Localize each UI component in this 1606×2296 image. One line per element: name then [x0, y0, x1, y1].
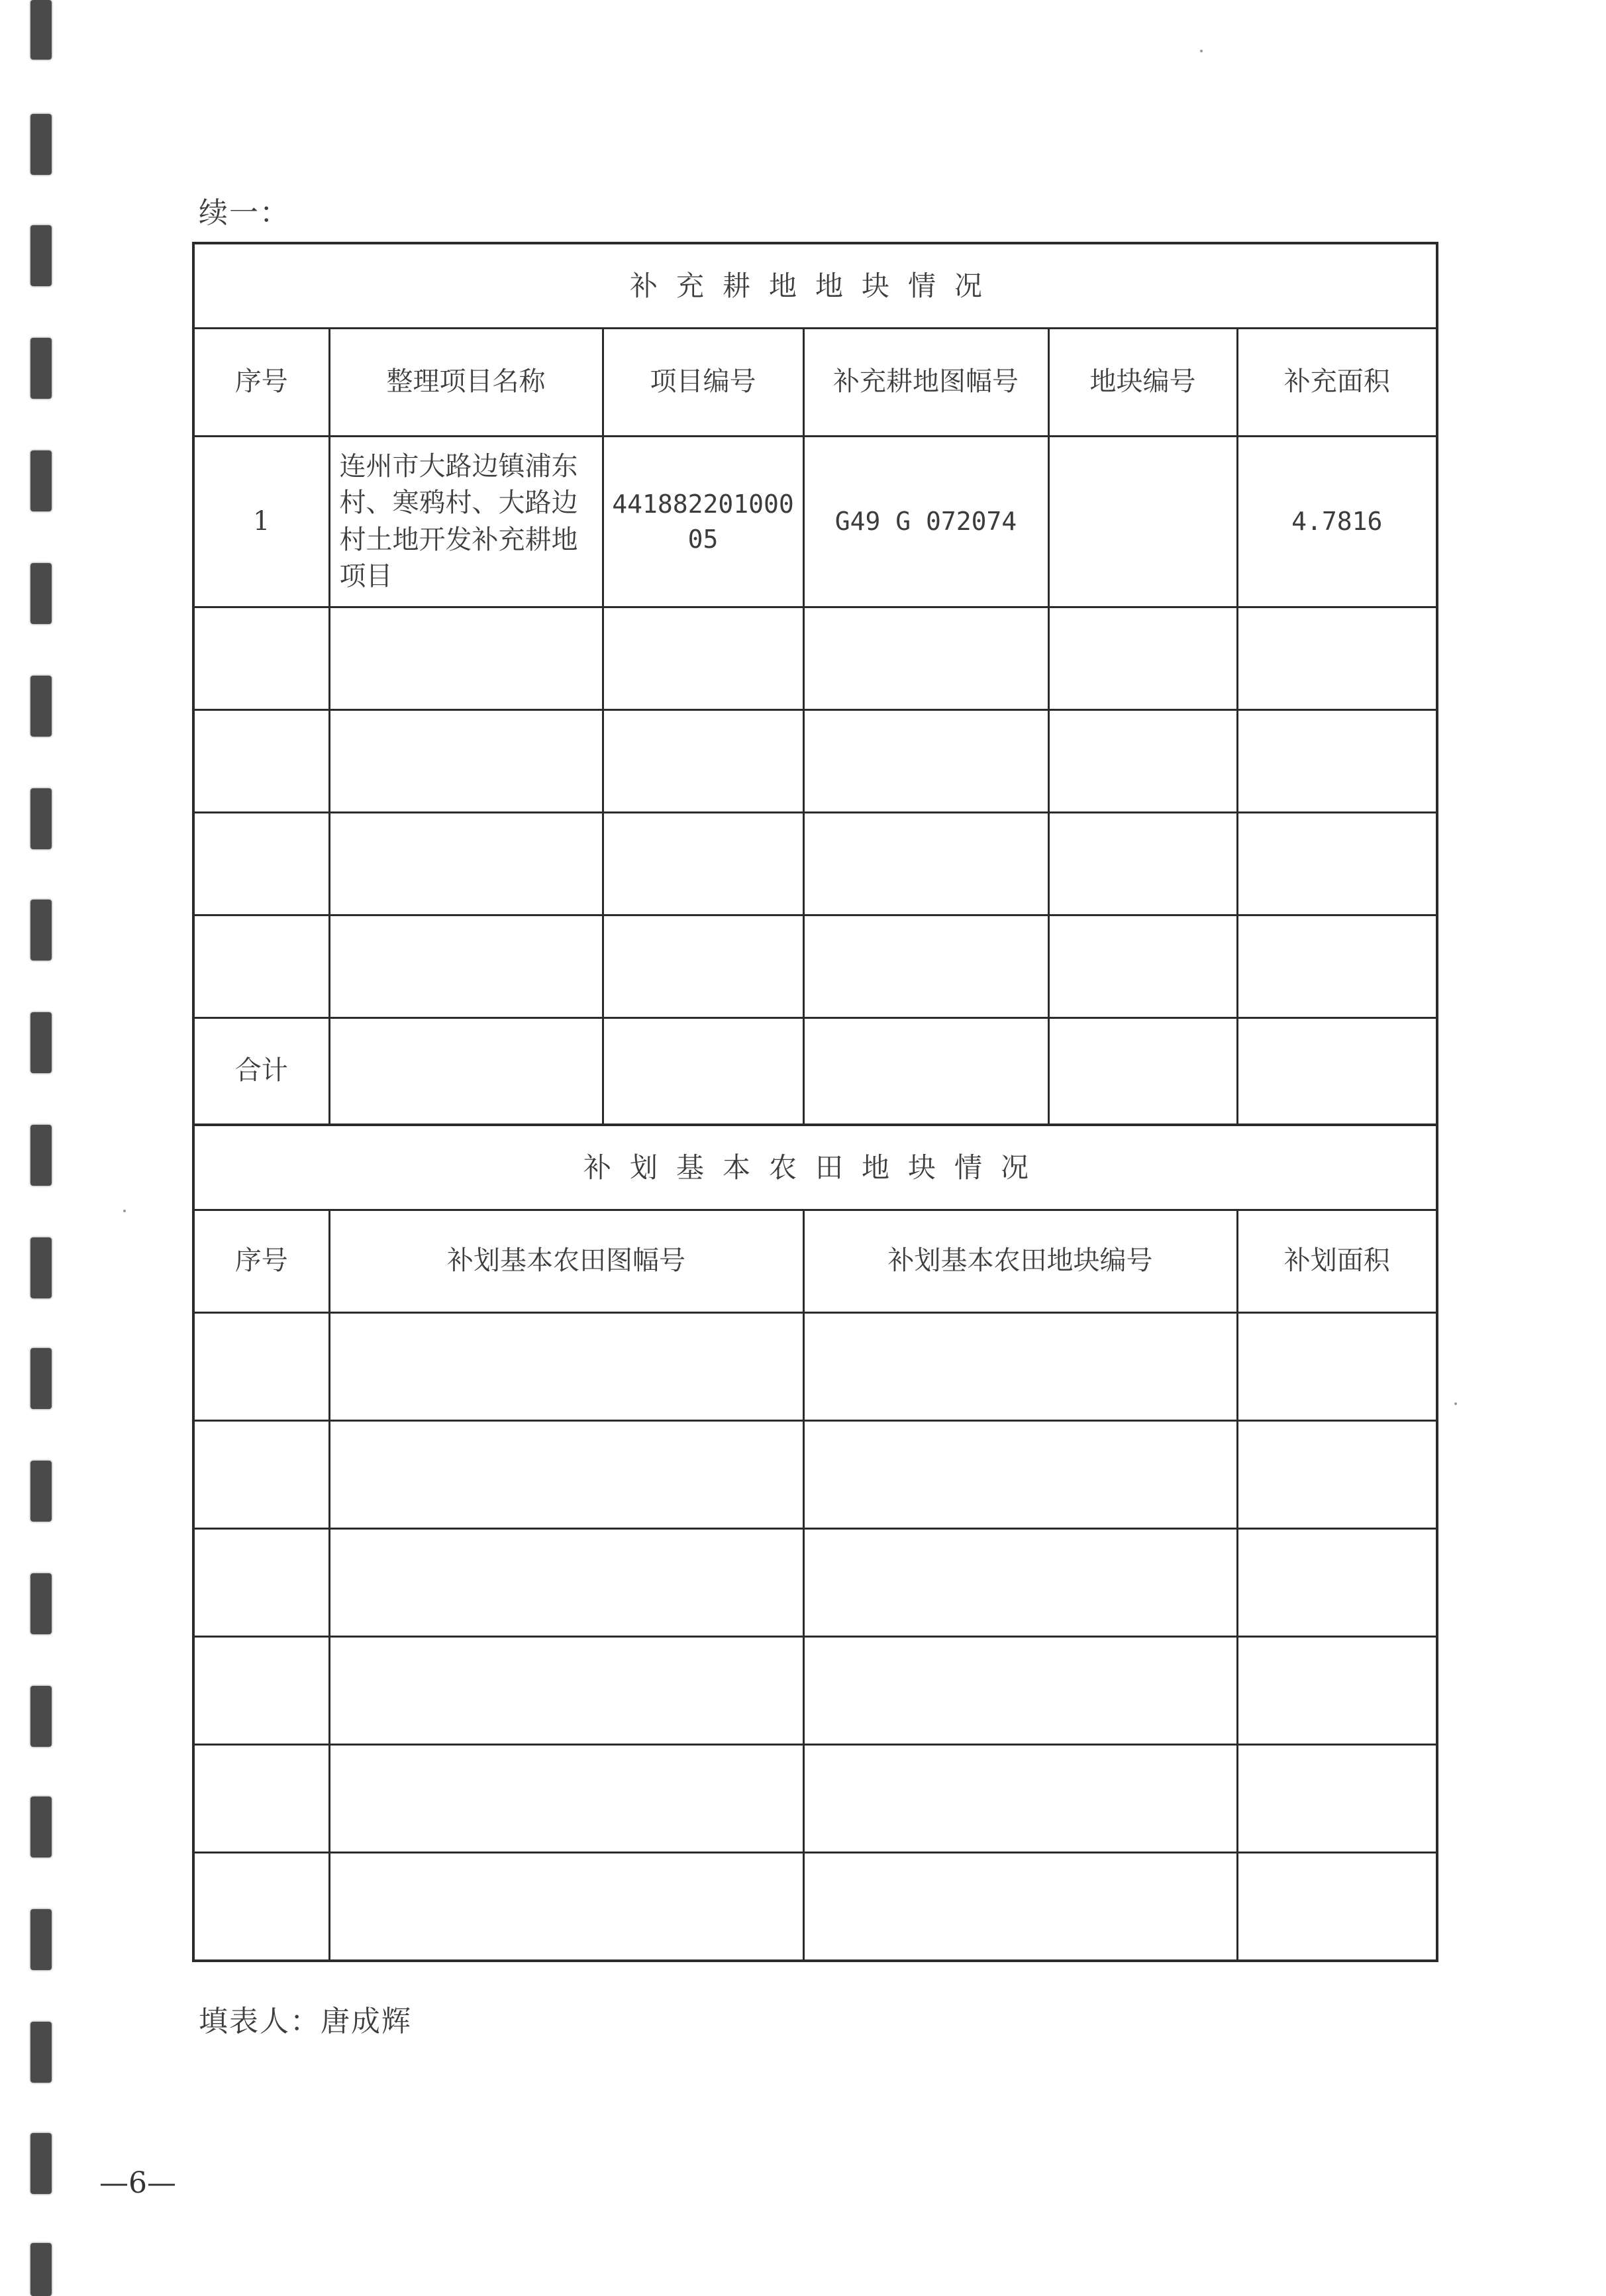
page-number: —6—: [99, 2166, 176, 2200]
table-row: [193, 1421, 1437, 1529]
cell-parcel-code: [1048, 437, 1237, 607]
cell-map-sheet: G49 G 072074: [803, 437, 1048, 607]
header-project-name: 整理项目名称: [329, 329, 603, 437]
table-row: [193, 710, 1437, 813]
scan-speck: [123, 1210, 126, 1212]
supplementary-farmland-table: [192, 242, 1438, 1126]
table-row: [193, 607, 1437, 710]
header2-index: 序号: [193, 1210, 329, 1313]
header2-parcel-code: 补划基本农田地块编号: [803, 1210, 1237, 1313]
cell-project-name: 连州市大路边镇浦东村、寒鸦村、大路边村土地开发补充耕地项目: [329, 437, 603, 607]
table-row: [193, 813, 1437, 915]
header-area: 补充面积: [1237, 329, 1437, 437]
total-label: 合计: [193, 1018, 329, 1125]
header-parcel-code: 地块编号: [1048, 329, 1237, 437]
header-index: 序号: [193, 329, 329, 437]
filler-signature: 填表人：唐成辉: [199, 2005, 412, 2038]
header2-map-sheet: 补划基本农田图幅号: [329, 1210, 803, 1313]
table1-title: 补充耕地地块情况: [193, 243, 1437, 329]
table-row: [193, 1853, 1437, 1961]
binding-holes: [29, 0, 56, 2296]
header2-area: 补划面积: [1237, 1210, 1437, 1313]
form-sheet: [192, 242, 1436, 1962]
header-map-sheet: 补充耕地图幅号: [803, 329, 1048, 437]
scan-speck: [1454, 1402, 1457, 1405]
table-row: [193, 1637, 1437, 1745]
cell-index: 1: [193, 437, 329, 607]
total-row: [193, 1018, 1437, 1125]
table-row: [193, 1745, 1437, 1853]
table-row: [193, 1313, 1437, 1421]
cell-area: 4.7816: [1237, 437, 1437, 607]
supplementary-basic-farmland-table: [192, 1123, 1438, 1962]
table-row: [193, 437, 1437, 607]
table-row: [193, 1529, 1437, 1637]
table2-title: 补划基本农田地块情况: [193, 1125, 1437, 1210]
scan-speck: [1200, 50, 1203, 52]
cell-project-code: 44188220100005: [603, 437, 803, 607]
table-row: [193, 915, 1437, 1018]
continuation-label: 续一：: [199, 196, 290, 230]
header-project-code: 项目编号: [603, 329, 803, 437]
